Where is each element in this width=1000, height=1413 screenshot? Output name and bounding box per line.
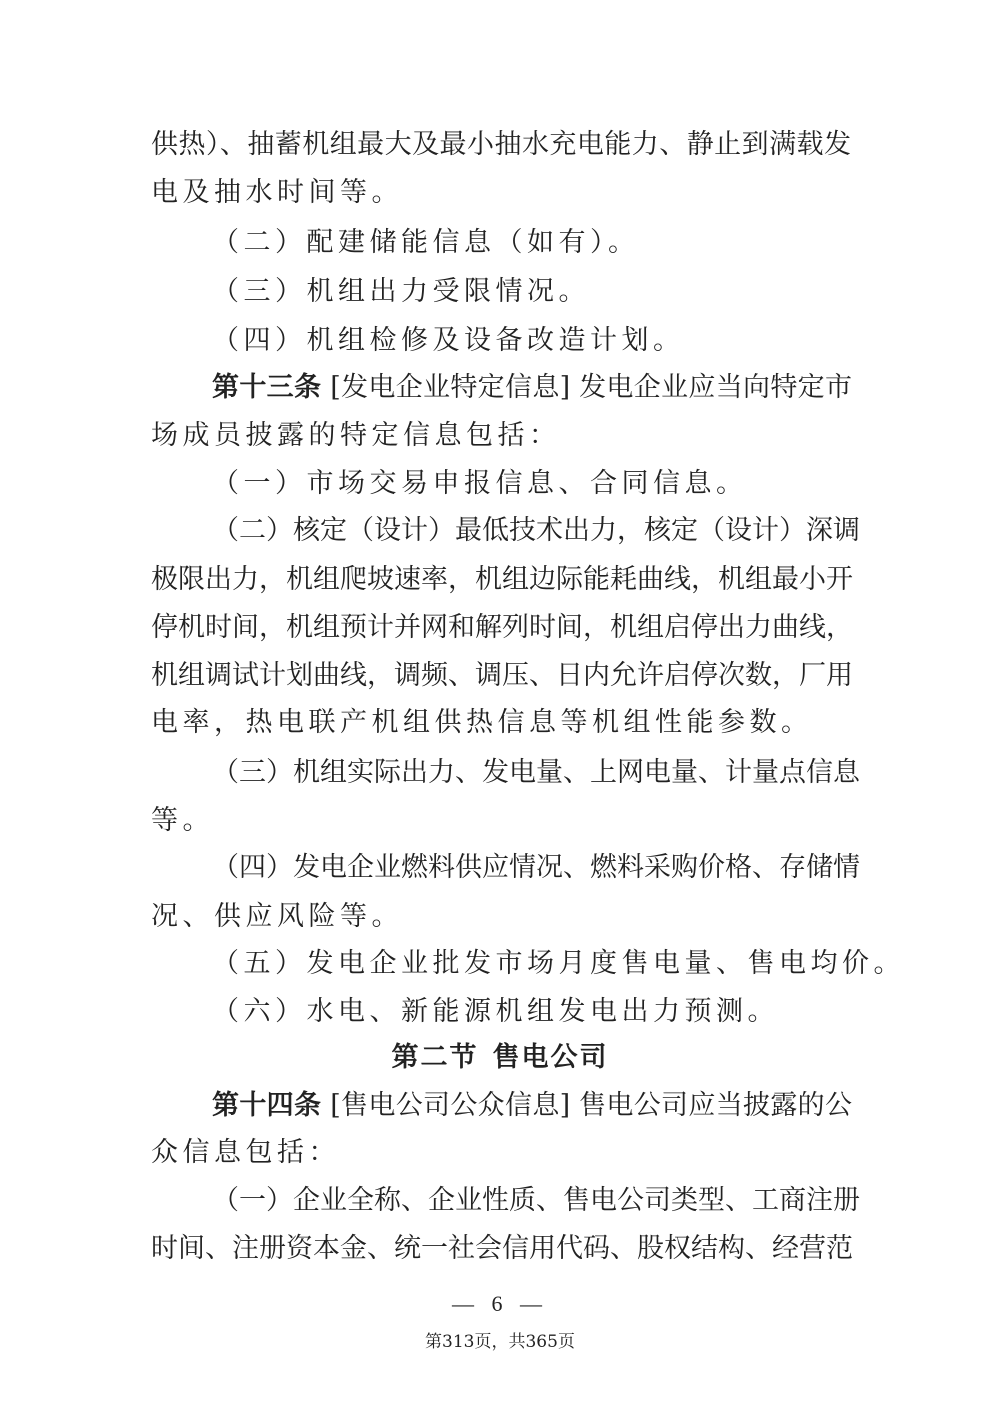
list-item: （三）机组实际出力、发电量、上网电量、计量点信息 (212, 757, 860, 788)
paragraph-line: 机组调试计划曲线，调频、调压、日内允许启停次数，厂用 (151, 660, 853, 691)
paragraph-line: 等。 (151, 805, 214, 836)
list-item: （一）市场交易申报信息、合同信息。 (212, 468, 748, 499)
paragraph-line: 众信息包括： (151, 1137, 340, 1168)
section-heading (0, 1041, 1000, 1075)
list-item: （四）发电企业燃料供应情况、燃料采购价格、存储情 (212, 852, 860, 883)
page-counter: 第313页，共365页 (425, 1332, 575, 1352)
list-item: （六）水电、新能源机组发电出力预测。 (212, 996, 779, 1027)
list-item: （一）企业全称、企业性质、售电公司类型、工商注册 (212, 1185, 860, 1216)
section-number: 第二节 (391, 1042, 479, 1073)
article-13-first-line (212, 371, 852, 405)
article-13-title: 第十三条 (212, 372, 322, 403)
paragraph-line: 极限出力，机组爬坡速率，机组边际能耗曲线，机组最小开 (151, 564, 853, 595)
article-13-text: [发电企业特定信息] 发电企业应当向特定市 (330, 372, 852, 403)
paragraph-line: 停机时间，机组预计并网和解列时间，机组启停出力曲线， (151, 612, 853, 643)
paragraph-line: 供热）、抽蓄机组最大及最小抽水充电能力、静止到满载发 (151, 129, 851, 160)
page-number: — 6 — (452, 1291, 548, 1316)
section-title: 售电公司 (492, 1042, 609, 1073)
article-14-text: [售电公司公众信息] 售电公司应当披露的公 (330, 1090, 852, 1121)
list-item: （二）核定（设计）最低技术出力，核定（设计）深调 (212, 515, 860, 546)
paragraph-line: 场成员披露的特定信息包括： (151, 420, 561, 451)
article-14-first-line (212, 1089, 852, 1123)
list-item: （四）机组检修及设备改造计划。 (212, 325, 685, 356)
list-item: （二）配建储能信息（如有）。 (212, 227, 640, 258)
paragraph-line: 电率，热电联产机组供热信息等机组性能参数。 (151, 707, 813, 738)
paragraph-line: 电及抽水时间等。 (151, 177, 403, 208)
list-item: （五）发电企业批发市场月度售电量、售电均价。 (212, 948, 905, 979)
article-14-title: 第十四条 (212, 1090, 322, 1121)
paragraph-line: 时间、注册资本金、统一社会信用代码、股权结构、经营范 (151, 1233, 853, 1264)
paragraph-line: 况、供应风险等。 (151, 901, 403, 932)
list-item: （三）机组出力受限情况。 (212, 276, 590, 307)
